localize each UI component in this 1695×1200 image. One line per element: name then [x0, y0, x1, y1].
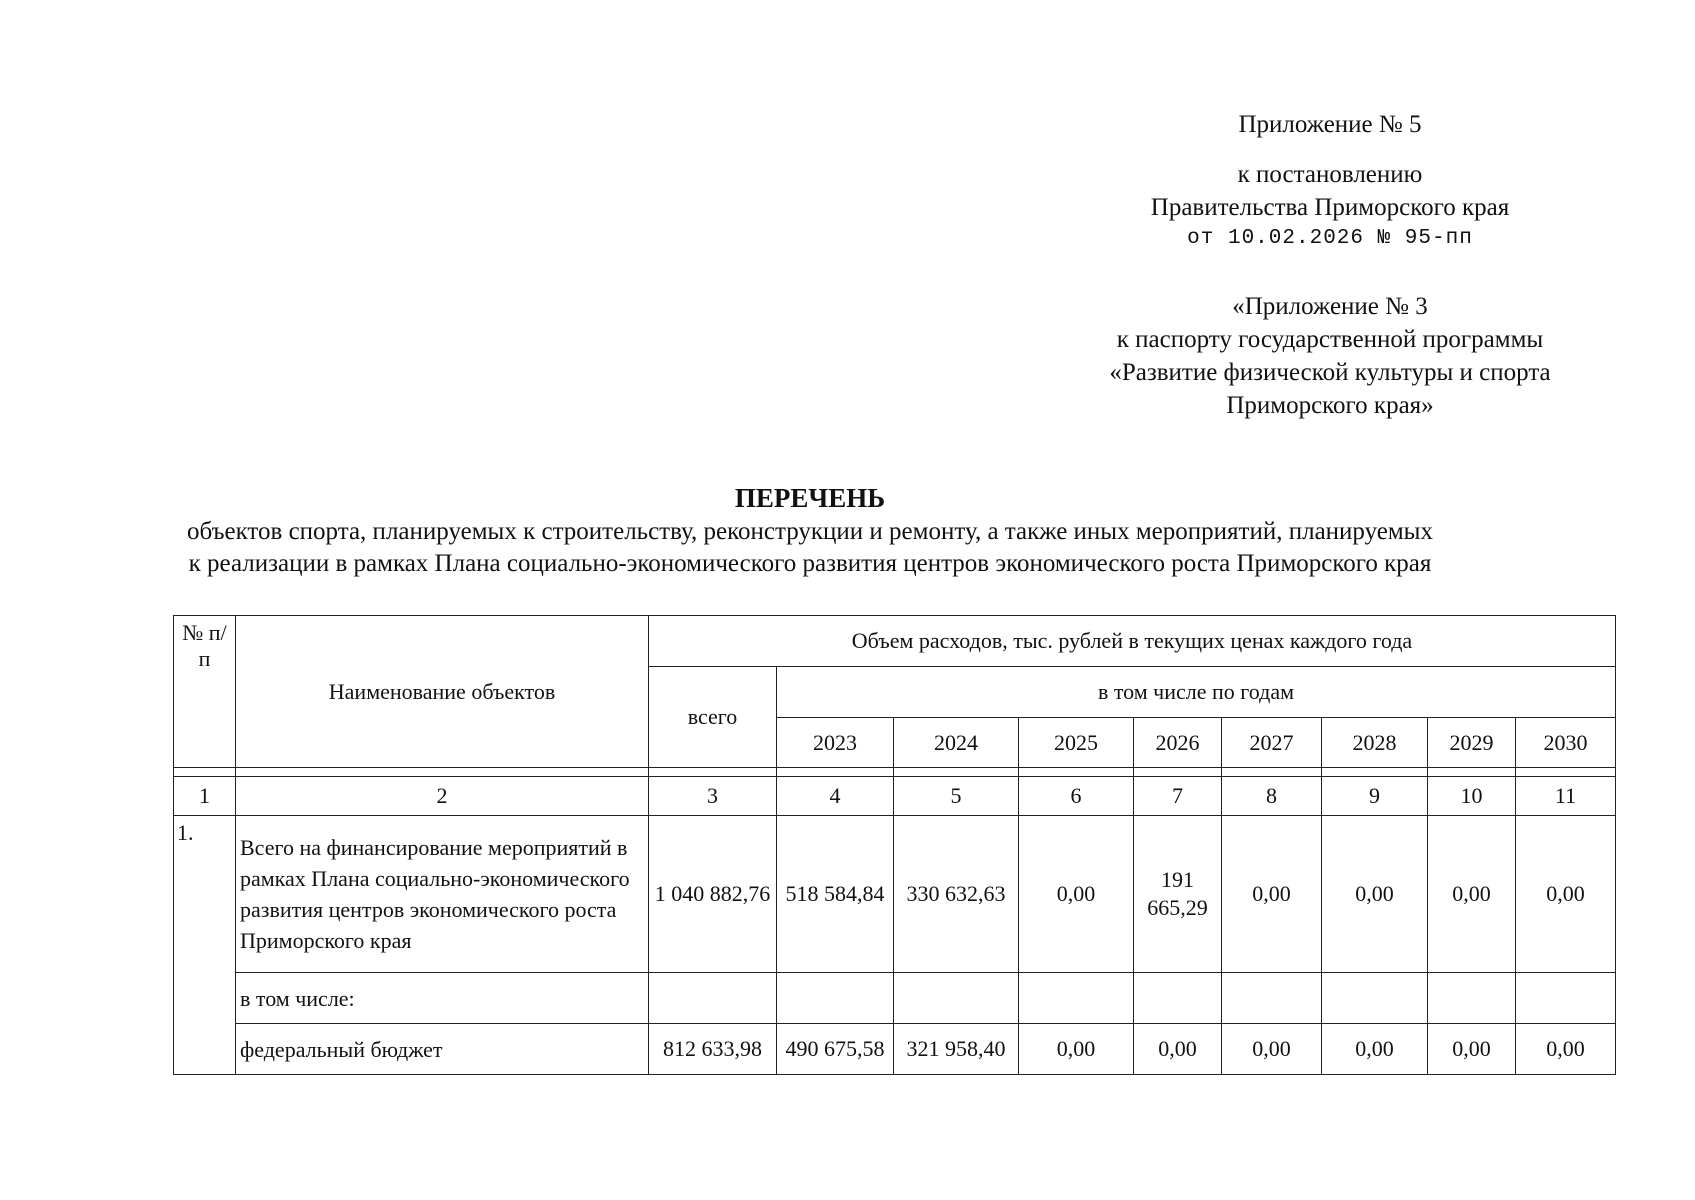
value-2023: 490 675,58 — [777, 1024, 894, 1075]
document-subtitle-line2: к реализации в рамках Плана социально-экономического развития центров экономического роста Приморского края — [188, 550, 1432, 577]
header-name: Наименование объектов — [236, 616, 649, 768]
header-year-2027: 2027 — [1222, 718, 1322, 768]
decree-government: Правительства Приморского края — [1150, 194, 1510, 221]
header-num: № п/п — [174, 616, 236, 768]
value-2029: 0,00 — [1428, 1024, 1516, 1075]
column-index: 4 — [777, 777, 894, 816]
header-total: всего — [649, 667, 777, 768]
value-2030: 0,00 — [1516, 1024, 1616, 1075]
table-row — [174, 973, 1616, 1024]
document-subtitle-line1: объектов спорта, планируемых к строительству, реконструкции и ремонту, а также иных мероприятий, планируемых — [187, 518, 1433, 545]
column-index: 9 — [1322, 777, 1428, 816]
value-2025: 0,00 — [1019, 1024, 1134, 1075]
column-index: 2 — [236, 777, 649, 816]
row-number: 1. — [174, 816, 236, 1075]
document-title-block — [100, 480, 1520, 580]
header-year-2023: 2023 — [777, 718, 894, 768]
column-index: 10 — [1428, 777, 1516, 816]
value-2028: 0,00 — [1322, 816, 1428, 973]
column-index: 3 — [649, 777, 777, 816]
column-index-row — [174, 777, 1616, 816]
objects-table — [173, 615, 1616, 1075]
value-2027 — [1222, 973, 1322, 1024]
value-2030: 0,00 — [1516, 816, 1616, 973]
value-2030 — [1516, 973, 1616, 1024]
value-2029 — [1428, 973, 1516, 1024]
value-total — [649, 973, 777, 1024]
row-name: Всего на финансирование мероприятий в рамках Плана социально-экономического развития центров экономического роста Приморского края — [236, 816, 649, 973]
value-total: 1 040 882,76 — [649, 816, 777, 973]
header-year-2026: 2026 — [1134, 718, 1222, 768]
value-2023 — [777, 973, 894, 1024]
value-2027: 0,00 — [1222, 816, 1322, 973]
column-index: 6 — [1019, 777, 1134, 816]
header-by-year: в том числе по годам — [777, 667, 1616, 718]
header-year-2030: 2030 — [1516, 718, 1616, 768]
value-2024 — [894, 973, 1019, 1024]
header-year-2028: 2028 — [1322, 718, 1428, 768]
header-expenses: Объем расходов, тыс. рублей в текущих ценах каждого года — [649, 616, 1616, 667]
value-2023: 518 584,84 — [777, 816, 894, 973]
value-total: 812 633,98 — [649, 1024, 777, 1075]
value-2024: 330 632,63 — [894, 816, 1019, 973]
table-row — [174, 1024, 1616, 1075]
document-title: ПЕРЕЧЕНЬ — [734, 483, 886, 513]
column-index: 8 — [1222, 777, 1322, 816]
value-2026: 191 665,29 — [1134, 816, 1222, 973]
header-separator — [174, 768, 1616, 777]
appendix-number-text: Приложение № 5 — [1238, 111, 1422, 138]
header-year-2024: 2024 — [894, 718, 1019, 768]
header-year-2025: 2025 — [1019, 718, 1134, 768]
value-2025 — [1019, 973, 1134, 1024]
previous-appendix — [1040, 290, 1620, 422]
appendix-number — [1040, 108, 1620, 141]
decree-date-number: от 10.02.2026 № 95-пп — [1187, 227, 1473, 250]
column-index: 7 — [1134, 777, 1222, 816]
row-name: в том числе: — [236, 973, 649, 1024]
decree-to: к постановлению — [1237, 161, 1423, 188]
value-2025: 0,00 — [1019, 816, 1134, 973]
column-index: 11 — [1516, 777, 1616, 816]
value-2028 — [1322, 973, 1428, 1024]
prev-appendix-line4: Приморского края» — [1226, 392, 1434, 419]
column-index: 1 — [174, 777, 236, 816]
value-2024: 321 958,40 — [894, 1024, 1019, 1075]
value-2026: 0,00 — [1134, 1024, 1222, 1075]
table-row — [174, 816, 1616, 973]
prev-appendix-line3: «Развитие физической культуры и спорта — [1109, 359, 1551, 386]
value-2028: 0,00 — [1322, 1024, 1428, 1075]
header-year-2029: 2029 — [1428, 718, 1516, 768]
prev-appendix-line2: к паспорту государственной программы — [1116, 326, 1544, 353]
row-name: федеральный бюджет — [236, 1024, 649, 1075]
prev-appendix-line1: «Приложение № 3 — [1232, 293, 1428, 320]
value-2027: 0,00 — [1222, 1024, 1322, 1075]
value-2029: 0,00 — [1428, 816, 1516, 973]
column-index: 5 — [894, 777, 1019, 816]
decree-reference — [1040, 158, 1620, 254]
value-2026 — [1134, 973, 1222, 1024]
